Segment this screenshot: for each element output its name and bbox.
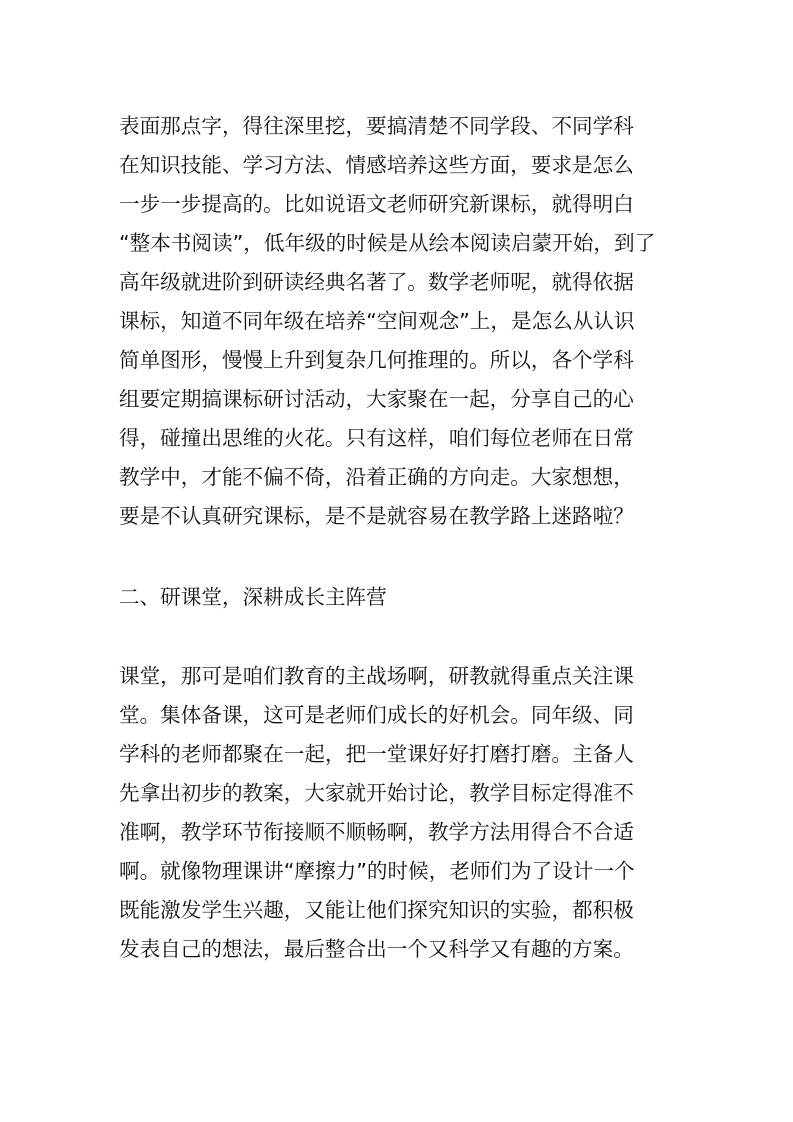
paragraph-2-line: 啊。就像物理课讲“摩擦力”的时候，老师们为了设计一个	[119, 859, 635, 883]
paragraph-2-line: 既能激发学生兴趣，又能让他们探究知识的实验，都积极	[119, 898, 634, 922]
paragraph-1-line: 教学中，才能不偏不倚，沿着正确的方向走。大家想想，	[119, 465, 634, 489]
paragraph-1-line: 高年级就进阶到研读经典名著了。数学老师呢，就得依据	[119, 270, 634, 294]
paragraph-2-line: 堂。集体备课，这可是老师们成长的好机会。同年级、同	[119, 703, 634, 727]
paragraph-2-line: 学科的老师都聚在一起，把一堂课好好打磨打磨。主备人	[119, 742, 634, 766]
paragraph-2-line: 准啊，教学环节衔接顺不顺畅啊，教学方法用得合不合适	[119, 820, 634, 844]
paragraph-1-line: 课标，知道不同年级在培养“空间观念”上，是怎么从认识	[119, 309, 635, 333]
paragraph-2-line: 课堂，那可是咱们教育的主战场啊，研教就得重点关注课	[119, 664, 634, 688]
paragraph-1-line: 组要定期搞课标研讨活动，大家聚在一起，分享自己的心	[119, 387, 634, 411]
paragraph-1-line: 在知识技能、学习方法、情感培养这些方面，要求是怎么	[119, 153, 634, 177]
paragraph-1-line: 一步一步提高的。比如说语文老师研究新课标，就得明白	[119, 192, 634, 216]
paragraph-1-line: “整本书阅读”，低年级的时候是从绘本阅读启蒙开始，到了	[119, 231, 656, 255]
paragraph-2-line: 先拿出初步的教案，大家就开始讨论，教学目标定得准不	[119, 781, 634, 805]
paragraph-2-line: 发表自己的想法，最后整合出一个又科学又有趣的方案。	[119, 937, 634, 961]
paragraph-1-line: 简单图形，慢慢上升到复杂几何推理的。所以，各个学科	[119, 348, 634, 372]
paragraph-1-line: 表面那点字，得往深里挖，要搞清楚不同学段、不同学科	[119, 114, 634, 138]
paragraph-1-line: 得，碰撞出思维的火花。只有这样，咱们每位老师在日常	[119, 426, 634, 450]
paragraph-1-line: 要是不认真研究课标，是不是就容易在教学路上迷路啦？	[119, 504, 634, 528]
section-heading: 二、研课堂，深耕成长主阵营	[119, 585, 387, 609]
